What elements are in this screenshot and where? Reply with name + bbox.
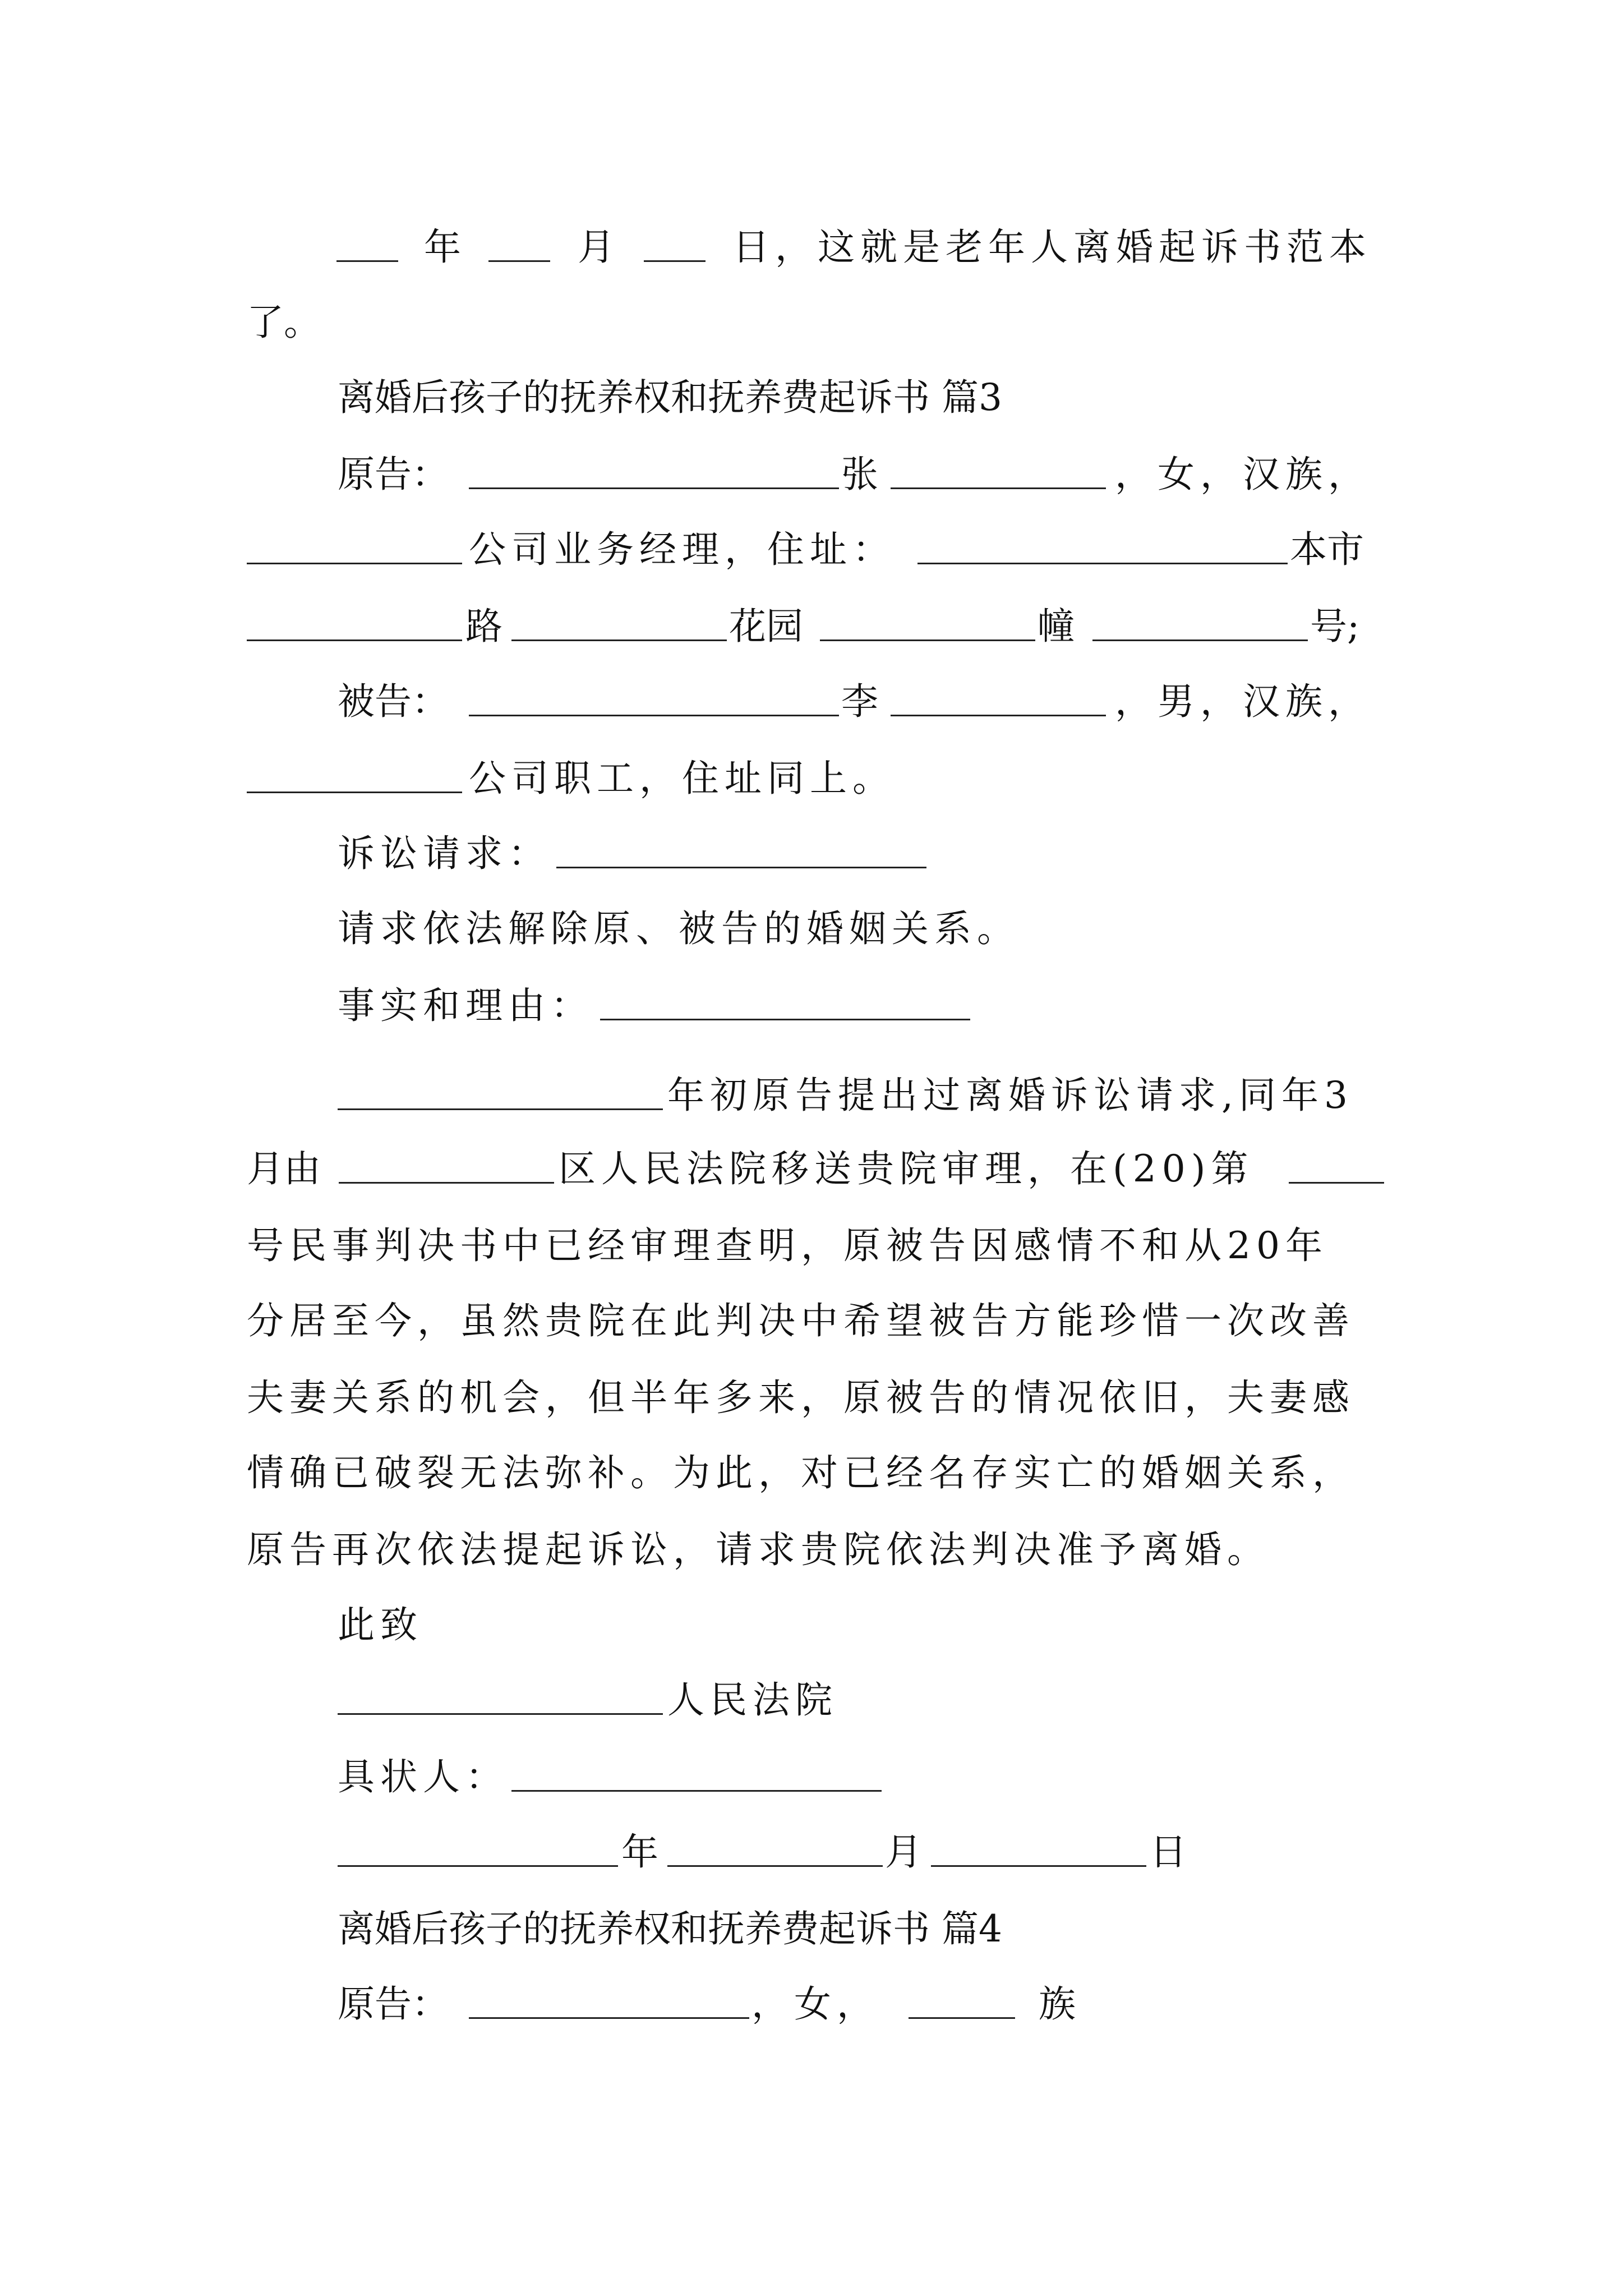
date-line-1-cont: [0, 292, 1623, 353]
plaintiff4-name-blank: [469, 2017, 749, 2019]
number-blank: [1092, 639, 1308, 641]
facts-blank: [600, 1019, 970, 1020]
plaintiff4-label: 原告：: [338, 1982, 449, 2026]
road-label: 路: [465, 605, 502, 648]
date-line-text: 日，这就是老年人离婚起诉书范本: [732, 226, 1372, 269]
date2-year-blank: [338, 1865, 618, 1867]
facts-line-6: [0, 1442, 1623, 1504]
defendant-blank-1: [469, 715, 839, 716]
facts-line-4: [0, 1290, 1623, 1352]
plaintiff4-ethnicity-blank: [909, 2017, 1015, 2019]
district-blank: [339, 1182, 554, 1184]
claims-line: [0, 823, 1623, 885]
plaintiff-address-line: [0, 519, 1623, 581]
claims-blank: [556, 867, 926, 868]
facts-line-2b: 区人民法院移送贵院审理，在(20)第: [559, 1147, 1254, 1190]
defendant-suffix: ，男，汉族，: [1115, 680, 1371, 723]
facts-line-3: [0, 1215, 1623, 1277]
garden-blank: [511, 639, 727, 641]
defendant-company-blank: [247, 792, 462, 793]
salutation: 此致: [338, 1603, 423, 1646]
building-label: 幢: [1038, 605, 1075, 648]
section3-title: [0, 367, 1623, 429]
address-blank: [917, 563, 1288, 564]
signer-blank: [511, 1790, 882, 1792]
facts-label-line: [0, 975, 1623, 1037]
plaintiff-suffix: ，女，汉族，: [1115, 453, 1371, 496]
facts-line-2a: 月由: [247, 1147, 321, 1190]
company-blank: [247, 563, 462, 564]
signer-line: [0, 1746, 1623, 1808]
date2-month-blank: [667, 1865, 883, 1867]
court-line: [0, 1669, 1623, 1731]
year-label: 年: [424, 226, 461, 269]
defendant-blank-2: [891, 715, 1106, 716]
facts-line-7: [0, 1519, 1623, 1581]
day-blank: [644, 260, 706, 262]
facts-line-6-text: 情确已破裂无法弥补。为此，对已经名存实亡的婚姻关系，: [247, 1451, 1355, 1494]
garden-label: 花园: [729, 605, 803, 648]
plaintiff-city: 本市: [1290, 528, 1364, 571]
signer-label: 具状人：: [338, 1755, 508, 1798]
facts-line-5-text: 夫妻关系的机会，但半年多来，原被告的情况依旧，夫妻感: [247, 1376, 1355, 1419]
plaintiff-blank-1: [469, 487, 839, 489]
section3-title-text: 离婚后孩子的抚养权和抚养费起诉书 篇3: [338, 376, 1002, 419]
date-line-1: [0, 217, 1623, 278]
facts-line-2: [0, 1138, 1623, 1200]
plaintiff-label: 原告：: [338, 453, 449, 496]
facts-year-blank: [338, 1108, 663, 1110]
court-name: 人民法院: [667, 1678, 838, 1722]
date2-month-label: 月: [885, 1830, 922, 1874]
plaintiff-address-line-2: [0, 596, 1623, 657]
defendant-label: 被告：: [338, 680, 449, 723]
date2-day-label: 日: [1150, 1830, 1187, 1874]
claims-label: 诉讼请求：: [338, 832, 551, 875]
salutation-line: [0, 1594, 1623, 1656]
section4-title: [0, 1898, 1623, 1960]
date2-year-label: 年: [621, 1830, 658, 1874]
plaintiff4-line: [0, 1973, 1623, 2035]
date-line-cont-text: 了。: [247, 301, 321, 344]
facts-line-5: [0, 1367, 1623, 1429]
facts-line-3-text: 号民事判决书中已经审理查明，原被告因感情不和从20年: [247, 1224, 1328, 1267]
plaintiff-line: [0, 444, 1623, 505]
year-blank: [336, 260, 398, 262]
date-line-2: [0, 1821, 1623, 1883]
defendant-surname: 李: [841, 680, 878, 723]
number-label: 号;: [1310, 605, 1360, 648]
month-blank: [488, 260, 550, 262]
defendant-line: [0, 671, 1623, 733]
facts-line-1-text: 年初原告提出过离婚诉讼请求,同年3: [667, 1074, 1353, 1117]
facts-line-7-text: 原告再次依法提起诉讼，请求贵院依法判决准予离婚。: [247, 1528, 1270, 1571]
section4-title-text: 离婚后孩子的抚养权和抚养费起诉书 篇4: [338, 1907, 1002, 1950]
defendant-job-line: [0, 748, 1623, 809]
facts-line-4-text: 分居至今，虽然贵院在此判决中希望被告方能珍惜一次改善: [247, 1299, 1355, 1342]
date2-day-blank: [931, 1865, 1146, 1867]
claims-text: 请求依法解除原、被告的婚姻关系。: [338, 907, 1020, 950]
facts-label: 事实和理由：: [338, 984, 593, 1027]
plaintiff-blank-2: [891, 487, 1106, 489]
plaintiff-surname: 张: [841, 453, 878, 496]
road-blank: [247, 639, 462, 641]
building-blank: [820, 639, 1035, 641]
facts-line-1: [0, 1065, 1623, 1126]
plaintiff-job: 公司业务经理，住址：: [469, 528, 895, 571]
case-number-blank: [1289, 1182, 1384, 1184]
plaintiff4-gender: ，女，: [751, 1982, 879, 2026]
plaintiff4-ethnicity: 族: [1039, 1982, 1076, 2026]
month-label: 月: [578, 226, 615, 269]
claims-text-line: [0, 898, 1623, 960]
defendant-job: 公司职工，住址同上。: [469, 757, 895, 800]
court-blank: [338, 1713, 663, 1715]
